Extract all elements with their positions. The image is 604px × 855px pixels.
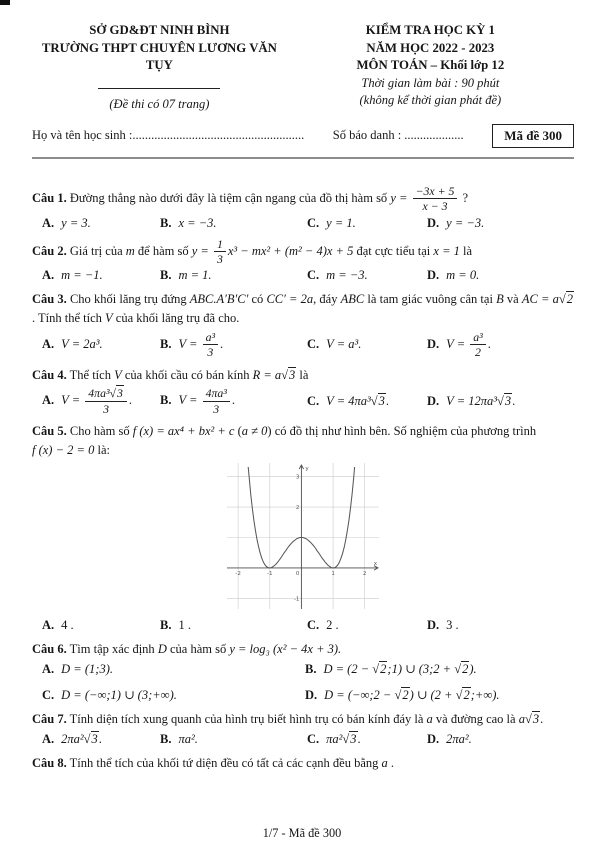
options-row [32, 387, 574, 415]
math-text: V = 2a³. [61, 337, 103, 352]
sqrt-icon: √ [281, 367, 289, 382]
option-label: B. [160, 732, 172, 747]
department-name: SỞ GD&ĐT NINH BÌNH [89, 23, 230, 37]
option-label: B. [160, 268, 172, 283]
school-year: NĂM HỌC 2022 - 2023 [366, 40, 495, 55]
question-number: Câu 8. [32, 756, 67, 771]
question-number: Câu 5. [32, 424, 67, 439]
svg-text:-1: -1 [293, 595, 300, 602]
math-text: V [114, 367, 122, 382]
sqrt-radicand: 3 [350, 732, 357, 747]
option [42, 387, 160, 415]
fraction-denominator [210, 402, 222, 415]
option [427, 216, 574, 231]
school-name: TRƯỜNG THPT CHUYÊN LƯƠNG VĂN TỤY [41, 40, 277, 73]
math-text: V = 4πa³ [326, 393, 371, 408]
math-text: x = −3. [178, 215, 217, 230]
math-text: a ≠ 0 [241, 424, 268, 439]
sqrt-icon: √ [497, 393, 504, 408]
options-row [32, 618, 574, 633]
option-label: B. [160, 393, 172, 408]
fraction-denominator [419, 199, 450, 212]
text-run: . [387, 756, 394, 771]
text-run: của khối cầu có bán kính [121, 367, 253, 382]
option [427, 331, 574, 359]
option-label: D. [427, 393, 440, 408]
sqrt-radicand: 3 [289, 367, 296, 382]
sqrt-expression [456, 687, 471, 702]
text-run: Tìm tập xác định [69, 641, 158, 656]
text-run: . [487, 336, 491, 351]
fraction [214, 238, 226, 266]
fraction-numerator [85, 387, 127, 401]
text-run: . [540, 712, 544, 727]
option-label: A. [42, 617, 55, 632]
text-run: . [220, 336, 224, 351]
math-text: m [125, 243, 135, 258]
text-run: Cho khối lăng trụ đứng [69, 292, 190, 307]
text-run: và [503, 292, 522, 307]
question-number: Câu 4. [32, 367, 67, 382]
option-label: C. [42, 688, 55, 703]
option [42, 732, 160, 747]
math-text: m = −3. [326, 268, 368, 283]
math-text: 3 [103, 401, 110, 416]
math-text: πa². [178, 732, 198, 747]
function-graph [227, 463, 379, 609]
option [42, 216, 160, 231]
question [32, 290, 574, 358]
math-text: y = log₃ (x² − 4x + 3). [229, 641, 342, 656]
question-body [32, 754, 574, 773]
math-text: ;1) ∪ (3;2 + [387, 662, 455, 677]
option [42, 618, 160, 633]
fraction [413, 185, 458, 213]
options-row [32, 331, 574, 359]
sqrt-icon: √ [342, 732, 350, 747]
math-text: 4πa³ [88, 386, 110, 401]
math-text: 2πa² [61, 732, 84, 747]
text-run: . [512, 393, 516, 408]
text-run: ( [234, 424, 242, 439]
option-label: C. [307, 337, 320, 352]
option-label: D. [427, 268, 440, 283]
student-info-row [32, 124, 574, 148]
svg-text:-1: -1 [267, 570, 273, 577]
page-number: 1/7 - Mã đề 300 [262, 826, 342, 840]
fraction-numerator [214, 238, 226, 252]
math-text: V [105, 311, 113, 326]
text-run: 3 . [446, 617, 459, 632]
option [160, 331, 307, 359]
sqrt-expression [371, 393, 386, 408]
option-label: A. [42, 732, 55, 747]
option-label: D. [427, 617, 440, 632]
option [307, 268, 427, 283]
options-row [32, 661, 574, 703]
page-footer [0, 826, 604, 841]
svg-text:0: 0 [295, 570, 300, 577]
svg-text:2: 2 [295, 504, 300, 511]
sqrt-radicand: 3 [504, 393, 512, 408]
option [42, 687, 305, 703]
header-separator [32, 157, 574, 159]
sqrt-radicand: 3 [378, 393, 385, 408]
math-text: y = [191, 243, 212, 258]
math-text: ABC [340, 292, 365, 307]
question [32, 710, 574, 747]
math-text: a [426, 712, 433, 727]
option [307, 618, 427, 633]
math-text: y = [390, 190, 411, 205]
sqrt-icon: √ [394, 688, 402, 703]
math-text: a³ [473, 329, 483, 344]
sqrt-radicand: 2 [402, 688, 409, 703]
option-label: A. [42, 268, 55, 283]
sqrt-expression [497, 393, 512, 408]
option-label: C. [307, 215, 320, 230]
math-text: CC′ = 2a [266, 292, 314, 307]
pages-note: (Đề thi có 07 trang) [109, 96, 210, 111]
text-run: là: [94, 442, 110, 457]
question-body [32, 366, 574, 385]
math-text: V = a³. [326, 337, 362, 352]
sqrt-radicand: 3 [117, 386, 123, 401]
sqrt-icon: √ [454, 662, 462, 677]
text-run: của hàm số [166, 641, 230, 656]
fraction-denominator [204, 345, 216, 358]
svg-text:-2: -2 [235, 570, 241, 577]
text-run: có [248, 292, 267, 307]
math-text: 2 [475, 345, 481, 360]
fraction [470, 331, 485, 359]
fraction-denominator [472, 345, 484, 358]
sqrt-icon: √ [455, 688, 463, 703]
sqrt-radicand: 2 [380, 662, 387, 677]
question-body [32, 238, 574, 266]
sqrt-radicand: 3 [532, 712, 540, 727]
option [160, 268, 307, 283]
math-text: 4πa³ [205, 386, 227, 401]
question-body [32, 290, 574, 328]
option-label: C. [307, 617, 320, 632]
option [160, 618, 307, 633]
math-text: 3 [213, 401, 220, 416]
math-text: m = −1. [61, 268, 103, 283]
fraction-numerator [470, 331, 485, 345]
math-text: D = (2 − [323, 662, 373, 677]
option-label: A. [42, 393, 55, 408]
question-body [32, 422, 574, 460]
sqrt-radicand: 3 [91, 732, 98, 747]
math-text: D = (−∞;1) ∪ (3;+∞). [61, 688, 177, 703]
sqrt-expression [281, 367, 296, 382]
option-label: A. [42, 337, 55, 352]
math-text: f (x) = ax⁴ + bx² + c [132, 424, 235, 439]
subject-line: MÔN TOÁN – Khối lớp 12 [356, 58, 505, 73]
text-run: Giá trị của [69, 243, 126, 258]
options-row [32, 268, 574, 283]
math-text: 3 [207, 345, 214, 360]
math-text: V = [446, 336, 469, 351]
math-text: D = (1;3). [61, 661, 113, 676]
option [307, 337, 427, 352]
sqrt-icon: √ [109, 386, 116, 401]
sqrt-icon: √ [370, 393, 378, 408]
sqrt-expression [454, 661, 469, 676]
question-body [32, 640, 574, 659]
text-run: , đáy [313, 292, 341, 307]
svg-text:y: y [305, 465, 309, 472]
function-graph-figure [227, 463, 379, 613]
question [32, 754, 574, 773]
math-text: −3x + 5 [415, 183, 455, 198]
option-label: B. [160, 617, 172, 632]
text-run: . [231, 393, 235, 408]
math-text: ;+∞). [470, 688, 500, 703]
exam-header [32, 22, 574, 113]
text-run: là tam giác vuông cân tại [364, 292, 497, 307]
sqrt-expression [110, 385, 124, 400]
math-text: ABC.A′B′C′ [189, 292, 249, 307]
option [160, 216, 307, 231]
option-label: C. [307, 393, 320, 408]
math-text: m = 0. [446, 268, 480, 283]
question [32, 422, 574, 633]
math-text: x = 1 [433, 243, 460, 258]
sqrt-expression [525, 711, 540, 726]
option-label: A. [42, 215, 55, 230]
option-label: B. [160, 336, 172, 351]
math-text: V = [178, 393, 201, 408]
questions-list [32, 185, 574, 773]
math-text: V = [61, 393, 84, 408]
text-run: . Tính thể tích [32, 311, 106, 326]
question-number: Câu 7. [32, 712, 67, 727]
sqrt-expression [559, 291, 574, 306]
question-body [32, 710, 574, 729]
sqrt-radicand: 2 [566, 292, 573, 307]
option [427, 268, 574, 283]
fraction-numerator [413, 185, 458, 199]
text-run: đạt cực tiểu tại [353, 243, 434, 258]
option-label: C. [307, 268, 320, 283]
option-label: D. [427, 215, 440, 230]
math-text: a³ [205, 329, 216, 344]
math-text: AC = a [521, 292, 559, 307]
option [307, 216, 427, 231]
math-text: πa² [326, 732, 343, 747]
option [305, 687, 574, 703]
text-run: 1 . [178, 617, 191, 632]
question-number: Câu 1. [32, 190, 67, 205]
text-run: Đường thẳng nào dưới đây là tiệm cận ngang của đồ thị hàm số [69, 190, 391, 205]
question-number: Câu 3. [32, 292, 67, 307]
school-block [32, 22, 287, 113]
math-text: 1 [216, 236, 223, 251]
fraction-numerator [203, 387, 230, 401]
text-run: . [98, 732, 102, 747]
math-text: y = 3. [61, 215, 91, 230]
options-row [32, 216, 574, 231]
fraction [85, 387, 127, 415]
question [32, 640, 574, 704]
math-text: x − 3 [422, 199, 448, 214]
text-run: Tính thể tích của khối tứ diện đều có tất cả các cạnh đều bằng [69, 756, 382, 771]
text-run: . [385, 393, 390, 408]
student-name-field: Họ và tên học sinh :....................................................... [32, 128, 305, 143]
math-text: D [157, 641, 167, 656]
option [160, 387, 307, 415]
question-number: Câu 2. [32, 243, 67, 258]
option [160, 732, 307, 747]
text-run: 2 . [326, 617, 339, 632]
exam-info-block [287, 22, 574, 113]
option-label: D. [305, 688, 318, 703]
math-text: x³ − mx² + (m² − 4)x + 5 [227, 243, 354, 258]
question-number: Câu 6. [32, 641, 67, 656]
option [307, 394, 427, 409]
sqrt-expression [394, 687, 409, 702]
svg-text:x: x [373, 560, 377, 567]
math-text: y = 1. [326, 215, 356, 230]
math-text: V = 12πa³ [446, 393, 498, 408]
option [42, 662, 305, 677]
text-run: là [296, 367, 309, 382]
sqrt-radicand: 2 [463, 688, 470, 703]
option-label: B. [305, 662, 317, 677]
option [42, 268, 160, 283]
option-label: B. [160, 215, 172, 230]
svg-text:2: 2 [362, 570, 367, 577]
text-run: 4 . [61, 617, 74, 632]
text-run: . [128, 393, 133, 408]
sqrt-expression [372, 661, 387, 676]
question-body [32, 185, 574, 213]
text-run: là [459, 243, 473, 258]
option [427, 732, 574, 747]
scan-artifact [0, 0, 10, 5]
text-run: Cho hàm số [69, 424, 133, 439]
question [32, 366, 574, 416]
exam-title: KIỂM TRA HỌC KỲ 1 [365, 23, 495, 37]
text-run: của khối lăng trụ đã cho. [112, 311, 240, 326]
svg-text:3: 3 [295, 474, 300, 481]
text-run: . [357, 732, 361, 747]
math-text: 3 [216, 251, 223, 266]
sqrt-expression [342, 731, 357, 746]
math-text: ). [469, 662, 477, 677]
exam-code-box: Mã đề 300 [492, 124, 574, 148]
divider-line [98, 88, 220, 89]
fraction-numerator [203, 331, 218, 345]
text-run: Thể tích [69, 367, 115, 382]
fraction [203, 387, 230, 415]
option [427, 618, 574, 633]
math-text: V = [178, 336, 201, 351]
text-run: ) có đồ thị như hình bên. Số nghiệm của phương trình [267, 424, 537, 439]
sqrt-icon: √ [372, 662, 380, 677]
sqrt-icon: √ [558, 292, 566, 307]
sqrt-icon: √ [83, 732, 91, 747]
student-id-field: Số báo danh : ................... [332, 128, 464, 143]
option-label: D. [427, 732, 440, 747]
text-run: Tính diện tích xung quanh của hình trụ biết hình trụ có bán kính đáy là [69, 712, 427, 727]
fraction [203, 331, 218, 359]
sqrt-expression [84, 731, 99, 746]
fraction-denominator [214, 252, 226, 265]
text-run: và đường cao là [432, 712, 519, 727]
duration-line: Thời gian làm bài : 90 phút [361, 75, 500, 90]
question [32, 238, 574, 284]
math-text: R = a [252, 367, 282, 382]
math-text: f (x) − 2 = 0 [32, 442, 95, 457]
text-run: để hàm số [134, 243, 192, 258]
option-label: C. [307, 732, 320, 747]
math-text: a [381, 756, 388, 771]
math-text: ) ∪ (2 + [409, 688, 456, 703]
svg-text:1: 1 [331, 570, 335, 577]
math-text: B [496, 292, 504, 307]
option-label: A. [42, 661, 55, 676]
option [307, 732, 427, 747]
math-text: m = 1. [178, 268, 212, 283]
fraction-denominator [100, 402, 112, 415]
math-text: D = (−∞;2 − [324, 688, 395, 703]
math-text: a [518, 712, 525, 727]
math-text: y = −3. [446, 215, 485, 230]
option-label: D. [427, 336, 440, 351]
duration-note: (không kể thời gian phát đề) [359, 92, 502, 107]
question [32, 185, 574, 231]
option [427, 394, 574, 409]
sqrt-icon: √ [524, 712, 532, 727]
text-run: ? [459, 190, 469, 205]
option [42, 337, 160, 352]
math-text: 2πa². [446, 732, 472, 747]
sqrt-radicand: 2 [462, 662, 469, 677]
options-row [32, 732, 574, 747]
option [305, 661, 574, 677]
